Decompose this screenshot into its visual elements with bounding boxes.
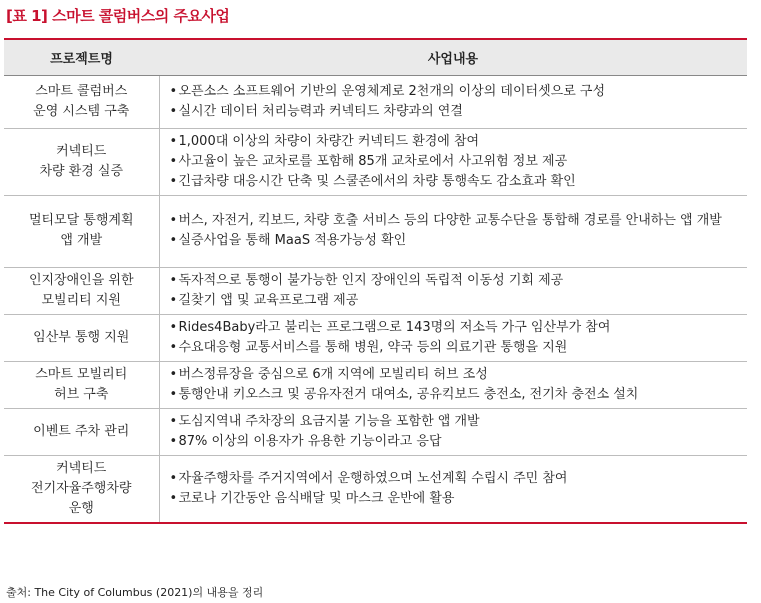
project-name-line: 커넥티드	[56, 143, 107, 159]
project-name-cell	[4, 128, 159, 195]
project-name-cell	[4, 455, 159, 523]
table-row	[4, 195, 747, 267]
project-content-cell	[159, 267, 747, 314]
project-name-cell	[4, 75, 159, 128]
content-bullet-item: • 통행안내 키오스크 및 공유자전거 대여소, 공유킥보드 충전소, 전기차 충전소 설치	[170, 385, 742, 405]
content-bullet-item: • 87% 이상의 이용자가 유용한 기능이라고 응답	[170, 432, 742, 452]
content-bullet-item: • 실증사업을 통해 MaaS 적용가능성 확인	[170, 231, 742, 251]
projects-table	[4, 38, 747, 524]
source-note: 출처: The City of Columbus (2021)의 내용을 정리	[6, 586, 264, 599]
project-name-cell	[4, 267, 159, 314]
project-content-cell	[159, 408, 747, 455]
project-name-cell	[4, 361, 159, 408]
content-bullet-item: • 실시간 데이터 처리능력과 커넥티드 차량과의 연결	[170, 102, 742, 122]
column-header-project: 프로젝트명	[4, 39, 159, 75]
table-row	[4, 314, 747, 361]
table-row	[4, 75, 747, 128]
project-name-line: 스마트 콜럼버스	[35, 83, 128, 99]
content-bullet-item: • 도심지역내 주차장의 요금지불 기능을 포함한 앱 개발	[170, 412, 742, 432]
project-content-cell	[159, 455, 747, 523]
content-bullet-item: • 오픈소스 소프트웨어 기반의 운영체계로 2천개의 이상의 데이터셋으로 구성	[170, 82, 742, 102]
project-content-cell	[159, 195, 747, 267]
content-bullet-item: • 버스, 자전거, 킥보드, 차량 호출 서비스 등의 다양한 교통수단을 통합해 경로를 안내하는 앱 개발	[170, 211, 742, 231]
table-body	[4, 75, 747, 523]
content-bullet-item: • 1,000대 이상의 차량이 차량간 커넥티드 환경에 참여	[170, 132, 742, 152]
table-row	[4, 267, 747, 314]
table-row	[4, 361, 747, 408]
column-header-content: 사업내용	[159, 39, 747, 75]
content-bullet-item: • 길찾기 앱 및 교육프로그램 제공	[170, 291, 742, 311]
content-bullet-item: • 독자적으로 통행이 불가능한 인지 장애인의 독립적 이동성 기회 제공	[170, 271, 742, 291]
project-name-line: 앱 개발	[60, 233, 103, 248]
table-header	[4, 39, 747, 75]
project-content-cell	[159, 361, 747, 408]
content-bullet-item: • 사고율이 높은 교차로를 포함해 85개 교차로에서 사고위험 정보 제공	[170, 152, 742, 172]
project-name-line: 멀티모달 통행계획	[28, 213, 134, 228]
project-name-line: 허브 구축	[54, 386, 109, 402]
content-bullet-item: • 버스정류장을 중심으로 6개 지역에 모빌리티 허브 조성	[170, 365, 742, 385]
project-name-line: 운영 시스템 구축	[33, 103, 130, 119]
content-bullet-item: • Rides4Baby라고 불리는 프로그램으로 143명의 저소득 가구 임산부가 참여	[170, 318, 742, 338]
project-name-line: 전기자율주행차량	[31, 480, 132, 496]
project-name-cell	[4, 195, 159, 267]
table-title: [표 1] 스마트 콜럼버스의 주요사업	[6, 7, 230, 25]
project-name-line: 임산부 통행 지원	[33, 329, 130, 345]
table-row	[4, 408, 747, 455]
project-name-line: 인지장애인을 위한	[28, 272, 134, 288]
project-name-line: 모빌리티 지원	[41, 292, 121, 308]
project-name-line: 이벤트 주차 관리	[33, 423, 130, 439]
content-bullet-item: • 자율주행차를 주거지역에서 운행하였으며 노선계획 수립시 주민 참여	[170, 469, 742, 489]
project-name-line: 차량 환경 실증	[39, 163, 124, 179]
project-name-line: 커넥티드	[56, 460, 107, 476]
content-bullet-item: • 코로나 기간동안 음식배달 및 마스크 운반에 활용	[170, 489, 742, 509]
project-content-cell	[159, 314, 747, 361]
project-content-cell	[159, 128, 747, 195]
table-row	[4, 455, 747, 523]
project-name-cell	[4, 408, 159, 455]
project-name-cell	[4, 314, 159, 361]
project-content-cell	[159, 75, 747, 128]
content-bullet-item: • 긴급차량 대응시간 단축 및 스쿨존에서의 차량 통행속도 감소효과 확인	[170, 172, 742, 192]
project-name-line: 운행	[68, 500, 94, 516]
table-row	[4, 128, 747, 195]
project-name-line: 스마트 모빌리티	[35, 366, 128, 382]
content-bullet-item: • 수요대응형 교통서비스를 통해 병원, 약국 등의 의료기관 통행을 지원	[170, 338, 742, 358]
